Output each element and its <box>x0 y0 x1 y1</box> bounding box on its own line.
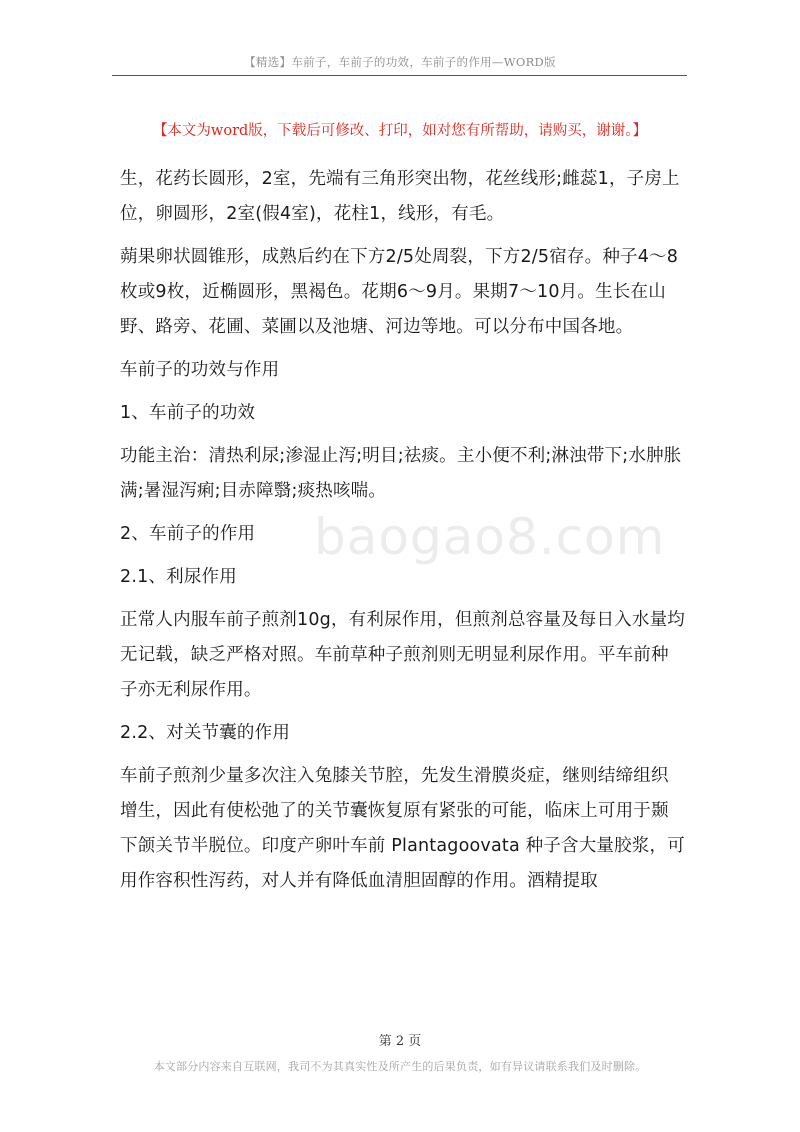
paragraph-diuretic: 正常人内服车前子煎剂10g，有利尿作用，但煎剂总容量及每日入水量均无记载，缺乏严格对照。车前草种子煎剂则无明显利尿作用。平车前种子亦无利尿作用。 <box>120 610 685 700</box>
paragraph-stamen-description: 生，花药长圆形，2室，先端有三角形突出物，花丝线形;雌蕊1，子房上位，卵圆形，2室(假4室)，花柱1，线形，有毛。 <box>120 169 680 224</box>
document-body <box>120 162 686 907</box>
page-number: 第 2 页 <box>378 1034 422 1049</box>
page-header: 【精选】车前子，车前子的功效，车前子的作用—WORD版 <box>244 55 556 69</box>
subheading-efficacy: 1、车前子的功效 <box>120 403 256 423</box>
header-divider <box>112 75 687 76</box>
subheading-diuretic: 2.1、利尿作用 <box>120 567 237 587</box>
paragraph-capsule-description: 蒴果卵状圆锥形，成熟后约在下方2/5处周裂，下方2/5宿存。种子4～8枚或9枚，近椭圆形，黑褐色。花期6～9月。果期7～10月。生长在山野、路旁、花圃、菜圃以及池塘、河边等地。可以分布中国各地。 <box>120 247 679 337</box>
download-notice: 【本文为word版，下载后可修改、打印，如对您有所帮助，请购买，谢谢。】 <box>152 123 648 139</box>
watermark: baogao8.com <box>314 508 666 566</box>
subheading-effects: 2、车前子的作用 <box>120 524 256 544</box>
subheading-joint-capsule: 2.2、对关节囊的作用 <box>120 723 291 743</box>
footer-disclaimer: 本文部分内容来自互联网，我司不为其真实性及所产生的后果负责，如有异议请联系我们及时删除。 <box>153 1060 647 1073</box>
section-heading-efficacy-and-use: 车前子的功效与作用 <box>120 360 280 380</box>
paragraph-joint-capsule: 车前子煎剂少量多次注入兔膝关节腔，先发生滑膜炎症，继则结缔组织增生，因此有使松弛了的关节囊恢复原有紧张的可能，临床上可用于颞下颌关节半脱位。印度产卵叶车前 Plantagoovata 种子含大量胶浆，可用作容积性泻药，对人并有降低血清胆固醇的作用。酒精提取 <box>120 766 685 891</box>
paragraph-indications: 功能主治：清热利尿;渗湿止泻;明目;祛痰。主小便不利;淋浊带下;水肿胀满;暑湿泻痢;目赤障翳;痰热咳喘。 <box>120 446 682 501</box>
